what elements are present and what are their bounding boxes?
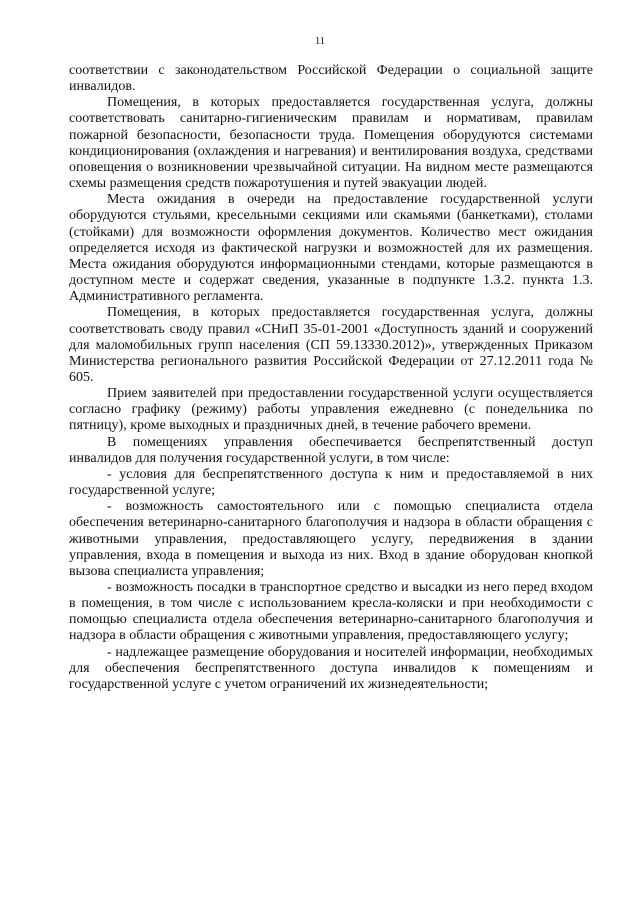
list-item-2: - возможность самостоятельного или с помощью специалиста отдела обеспечения ветеринарно-санитарного благополучия и надзора в области обращения с животными управления, предоставляющего услугу, передвижения в здании управления, входа в помещения и выхода из них. Вход в здание оборудован кнопкой вызова специалиста управления; xyxy=(69,499,593,579)
list-item-4: - надлежащее размещение оборудования и носителей информации, необходимых для обеспечения беспрепятственного доступа инвалидов к помещениям и государственной услуге с учетом ограничений их жизнедеятельности; xyxy=(69,644,593,692)
paragraph-3: Места ожидания в очереди на предоставление государственной услуги оборудуются стульями, кресельными секциями или скамьями (банкетками), столами (стойками) для возможности оформления документов. Количество мест ожидания определяется исходя из фактической нагрузки и возможностей для их размещения. Места ожидания оборудуются информационными стендами, которые размещаются в доступном месте и содержат сведения, указанные в подпункте 1.3.2. пункта 1.3. Административного регламента. xyxy=(69,192,593,305)
list-item-3: - возможность посадки в транспортное средство и высадки из него перед входом в помещения, в том числе с использованием кресла-коляски и при необходимости с помощью специалиста отдела обеспечения ветеринарно-санитарного благополучия и надзора в области обращения с животными управления, предоставляющего услугу; xyxy=(69,580,593,644)
paragraph-6: В помещениях управления обеспечивается беспрепятственный доступ инвалидов для получения государственной услуги, в том числе: xyxy=(69,434,593,466)
paragraph-5: Прием заявителей при предоставлении государственной услуги осуществляется согласно графику (режиму) работы управления ежедневно (с понедельника по пятницу), кроме выходных и праздничных дней, в течение рабочего времени. xyxy=(69,386,593,434)
page-number: 11 xyxy=(314,36,326,47)
paragraph-2: Помещения, в которых предоставляется государственная услуга, должны соответствовать санитарно-гигиеническим правилам и нормативам, правилам пожарной безопасности, безопасности труда. Помещения оборудуются системами кондиционирования (охлаждения и нагревания) и вентилирования воздуха, средствами оповещения о возникновении чрезвычайной ситуации. На видном месте размещаются схемы размещения средств пожаротушения и путей эвакуации людей. xyxy=(69,95,593,192)
paragraph-4: Помещения, в которых предоставляется государственная услуга, должны соответствовать своду правил «СНиП 35-01-2001 «Доступность зданий и сооружений для маломобильных групп населения (СП 59.13330.2012)», утвержденных Приказом Министерства регионального развития Российской Федерации от 27.12.2011 года № 605. xyxy=(69,305,593,385)
list-item-1: - условия для беспрепятственного доступа к ним и предоставляемой в них государственной услуге; xyxy=(69,466,593,499)
paragraph-1: соответствии с законодательством Российской Федерации о социальной защите инвалидов. xyxy=(69,63,593,95)
document-body xyxy=(69,63,593,693)
